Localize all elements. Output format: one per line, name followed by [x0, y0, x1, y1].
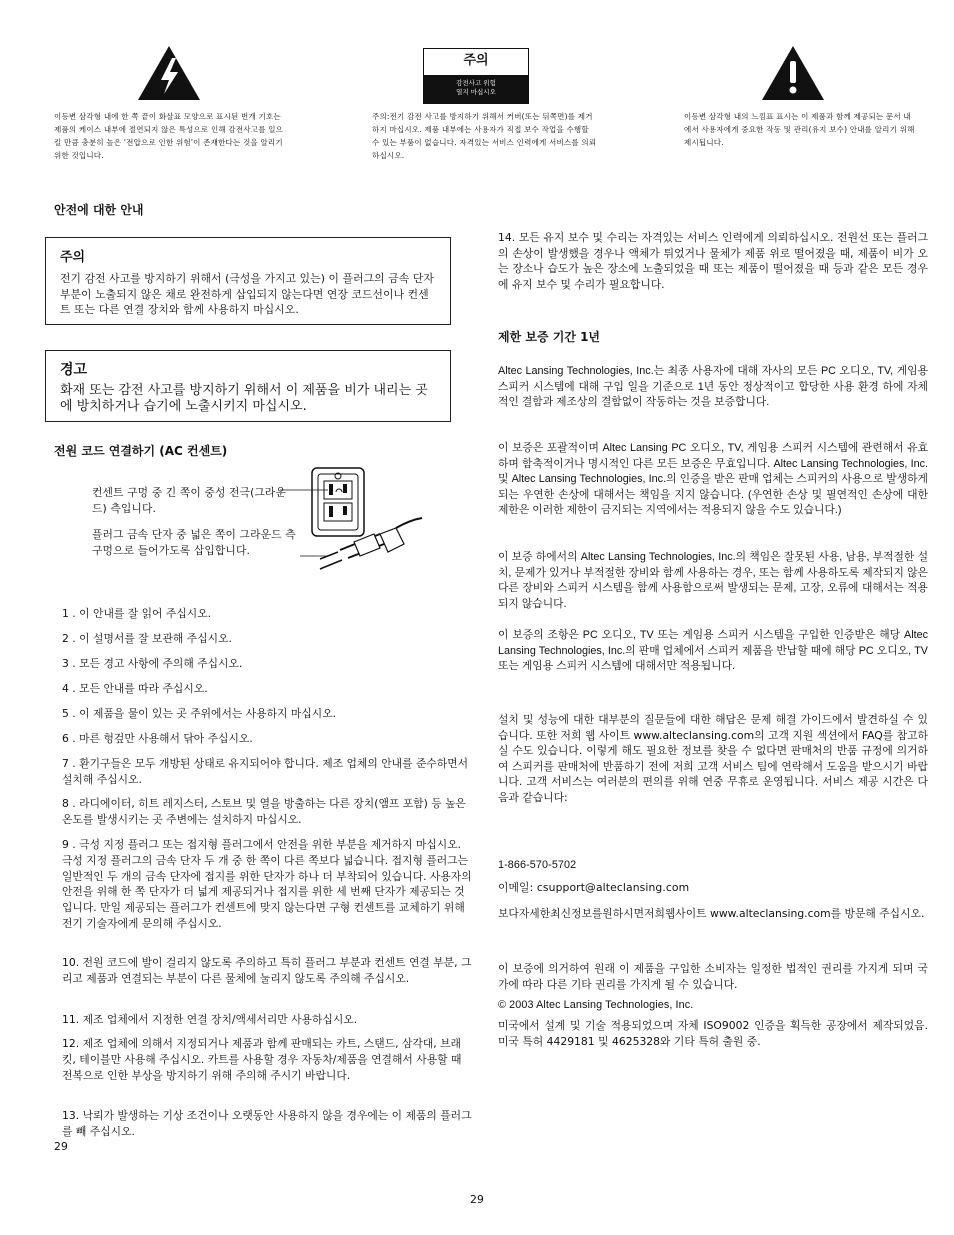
copyright-line: © 2003 Altec Lansing Technologies, Inc.: [498, 999, 694, 1011]
list-item: 1 . 이 안내를 잘 읽어 주십시오.: [62, 607, 212, 620]
rights-paragraph: 이 보증에 의거하여 원래 이 제품을 구입한 소비자는 일정한 법적인 권리를 가지게 되며 국가에 따라 다른 기타 권리를 가지게 될 수 있습니다.: [498, 962, 928, 991]
exclamation-warning-icon: [760, 44, 826, 102]
list-item: 8 . 라디에이터, 히트 레지스터, 스토브 및 열을 방출하는 다른 장치(앰프 포함) 등 높은 온도를 발생시키는 곳 주변에는 설치하지 마십시오.: [62, 797, 466, 826]
caution-label-box: [423, 48, 529, 104]
caution-label-bar: [424, 75, 528, 103]
power-cord-heading: 전원 코드 연결하기 (AC 컨센트): [54, 444, 228, 458]
support-phone: 1-866-570-5702: [498, 859, 577, 871]
outlet-description-1: 컨센트 구멍 중 긴 쪽이 중성 전극(그라운드) 측입니다.: [92, 486, 286, 515]
outlet-plug-illustration: [276, 464, 426, 584]
list-item: 2 . 이 설명서를 잘 보관해 주십시오.: [62, 632, 232, 645]
list-item: 3 . 모든 경고 사항에 주의해 주십시오.: [62, 657, 243, 670]
caution-label-sub2: 열지 마십시오: [456, 88, 496, 96]
list-item: 12. 제조 업체에 의해서 지정되거나 제품과 함께 판매되는 카트, 스탠드, 삼각대, 브래킷, 테이블만 사용해 주십시오. 카트를 사용할 경우 자동차/제품을 연결해서 사용할 때 전복으로 인한 부상을 방지하기 위해 주의해 주시기 바랍니다.: [62, 1037, 462, 1082]
manufacturing-paragraph: 미국에서 설계 및 기술 적용되었으며 자체 ISO9002 인증을 획득한 공장에서 제작되었음. 미국 특허 4429181 및 4625328와 기타 특허 출원 중.: [498, 1019, 928, 1048]
outlet-description-2: 플러그 금속 단자 중 넓은 쪽이 그라운드 측 구멍으로 들어가도록 삽입합니다.: [92, 528, 296, 557]
caution-box-text: 전기 감전 사고를 방지하기 위해서 (극성을 가지고 있는) 이 플러그의 금속 단자 부분이 노출되지 않은 채로 완전하게 삽입되지 않는다면 연장 코드선이나 컨센트 또는 다른 연결 장치와 함께 사용하지 마십시오.: [60, 272, 434, 317]
list-item: 10. 전원 코드에 발이 걸리지 않도록 주의하고 특히 플러그 부분과 컨센트 연결 부분, 그리고 제품과 연결되는 부분이 다른 물체에 눌리지 않도록 주의해 주십시오.: [62, 956, 472, 985]
list-item: 7 . 환기구들은 모두 개방된 상태로 유지되어야 합니다. 제조 업체의 안내를 준수하면서 설치해 주십시오.: [62, 757, 469, 786]
warranty-paragraph-4: 이 보증의 조항은 PC 오디오, TV 또는 게임용 스피커 시스템을 구입한 인증받은 해당 Altec Lansing Technologies, Inc.의 판매 업체에서 스피커 제품을 반납할 때에 해당 PC 오디오, TV 또는 게임용 스피커 시스템에 대해서만 적용됩니다.: [498, 629, 928, 673]
list-item: 13. 낙뢰가 발생하는 기상 조건이나 오랫동안 사용하지 않을 경우에는 이 제품의 플러그를 빼 주십시오.: [62, 1109, 472, 1138]
warning-box-text: 화재 또는 감전 사고를 방지하기 위해서 이 제품을 비가 내리는 곳에 방치하거나 습기에 노출시키지 마십시오.: [60, 383, 428, 414]
lightning-symbol-description: 이등변 삼각형 내에 한 쪽 끝이 화살표 모양으로 표시된 번개 기호는 제품의 케이스 내부에 절연되지 않은 특성으로 인해 감전사고를 일으킬 만큼 충분히 높은 '전압으로 인한 위험'이 존재한다는 것을 알리기 위한 것입니다.: [54, 112, 284, 160]
left-page-number: 29: [54, 1140, 68, 1153]
list-item: 9 . 극성 지정 플러그 또는 접지형 플러그에서 안전을 위한 부분을 제거하지 마십시오. 극성 지정 플러그의 금속 단자 두 개 중 한 쪽이 다른 쪽보다 넓습니다. 접지형 플러그는 일반적인 두 개의 금속 단자에 접지를 위한 단자가 하나 더 부착되어 있습니다. 사용자의 안전을 위해 한 쪽 단자가 더 넓게 제공되거나 접지를 위한 세 번째 단자가 제공되는 것입니다. 만일 제공되는 플러그가 컨센트에 맞지 않는다면 구형 컨센트를 교체하기 위해 전기 기술자에게 문의해 주십시오.: [62, 838, 472, 930]
list-item-14: 14. 모든 유지 보수 및 수리는 자격있는 서비스 인력에게 의뢰하십시오. 전원선 또는 플러그의 손상이 발생했을 경우나 액체가 튀었거나 물체가 제품 위로 떨어졌을 때, 제품이 비가 오는 장소나 습도가 높은 장소에 노출되었을 때 또는 제품이 떨어졌을 때 등과 같은 모든 경우에 유지 보수 및 수리가 필요합니다.: [498, 231, 928, 291]
warranty-paragraph-1: Altec Lansing Technologies, Inc.는 최종 사용자에 대해 자사의 모든 PC 오디오, TV, 게임용 스피커 시스템에 대해 구입 일을 기준으로 1년 동안 정상적이고 합당한 사용 환경 하에 자체적인 결함과 제조상의 결함없이 작동하는 것을 보증합니다.: [498, 365, 928, 409]
exclamation-symbol-description: 이등변 삼각형 내의 느낌표 표시는 이 제품과 함께 제공되는 문서 내에서 사용자에게 중요한 작동 및 관리(유지 보수) 안내를 알리기 위해 제시됩니다.: [684, 112, 915, 147]
caution-label-description: 주의:전기 감전 사고를 방지하기 위해서 커버(또는 뒤쪽면)를 제거하지 마십시오. 제품 내부에는 사용자가 직접 보수 작업을 수행할 수 있는 부품이 없습니다. 자격있는 서비스 인력에게 서비스를 의뢰하십시오.: [372, 112, 597, 160]
support-paragraph: 설치 및 성능에 대한 대부분의 질문들에 대한 해답은 문제 해결 가이드에서 발견하실 수 있습니다. 또한 저희 웹 사이트 www.alteclansing.com의 고객 지원 섹션에서 FAQ를 참고하실 수도 있습니다. 이렇게 해도 필요한 정보를 찾을 수 없다면 판매처의 반품 규정에 의거하여 스피커를 판매처에 반품하기 전에 저희 고객 서비스 팀에 연락해서 도움을 받으시기 바랍니다. 고객 서비스는 여러분의 편의를 위해 연중 무휴로 운영됩니다. 서비스 제공 시간은 다음과 같습니다:: [498, 713, 928, 804]
warranty-heading: 제한 보증 기간 1년: [498, 330, 601, 344]
warranty-paragraph-3: 이 보증 하에서의 Altec Lansing Technologies, Inc.의 책임은 잘못된 사용, 남용, 부적절한 설치, 문제가 있거나 부적절한 장비와 함께 사용하는 경우, 또는 함께 사용하도록 제작되지 않은 다른 장비와 스피커 시스템을 함께 사용함으로써 발생되는 문제, 고장, 오류에 대해서는 적용되지 않습니다.: [498, 551, 928, 610]
warning-box: [45, 350, 451, 422]
caution-box-title: 주의: [60, 250, 86, 265]
list-item: 4 . 모든 안내를 따라 주십시오.: [62, 682, 208, 695]
caution-box: [45, 237, 451, 325]
caution-label-sub1: 감전사고 위험: [456, 79, 496, 87]
safety-heading: 안전에 대한 안내: [54, 203, 144, 217]
website-paragraph: 보다자세한최신정보를원하시면저희웹사이트 www.alteclansing.com를 방문해 주십시오.: [498, 907, 925, 920]
caution-label-title: 주의: [463, 53, 489, 68]
warranty-paragraph-2: 이 보증은 포괄적이며 Altec Lansing PC 오디오, TV, 게임용 스피커 시스템에 관련해서 유효하며 함축적이거나 명시적인 다른 모든 보증은 무효입니다. Altec Lansing Technologies, Inc. 및 Altec Lansing Technologies, Inc.의 인증을 받은 판매 업체는 스피커의 사용으로 발생하게 되는 우연한 손상에 대해서는 책임을 지지 않습니다. (우연한 손상 및 필연적인 손상에 대한 제한은 이러한 제한이 금지되는 지역에서는 적용되지 않을 수도 있습니다.): [498, 442, 928, 517]
warning-box-title: 경고: [60, 362, 88, 378]
list-item: 5 . 이 제품을 물이 있는 곳 주위에서는 사용하지 마십시오.: [62, 707, 337, 720]
page-number: 29: [470, 1193, 484, 1206]
list-item: 6 . 마른 헝겊만 사용해서 닦아 주십시오.: [62, 732, 253, 745]
list-item: 11. 제조 업체에서 지정한 연결 장치/액세서리만 사용하십시오.: [62, 1013, 358, 1026]
support-email: 이메일: csupport@alteclansing.com: [498, 881, 690, 894]
lightning-warning-icon: [136, 44, 202, 102]
